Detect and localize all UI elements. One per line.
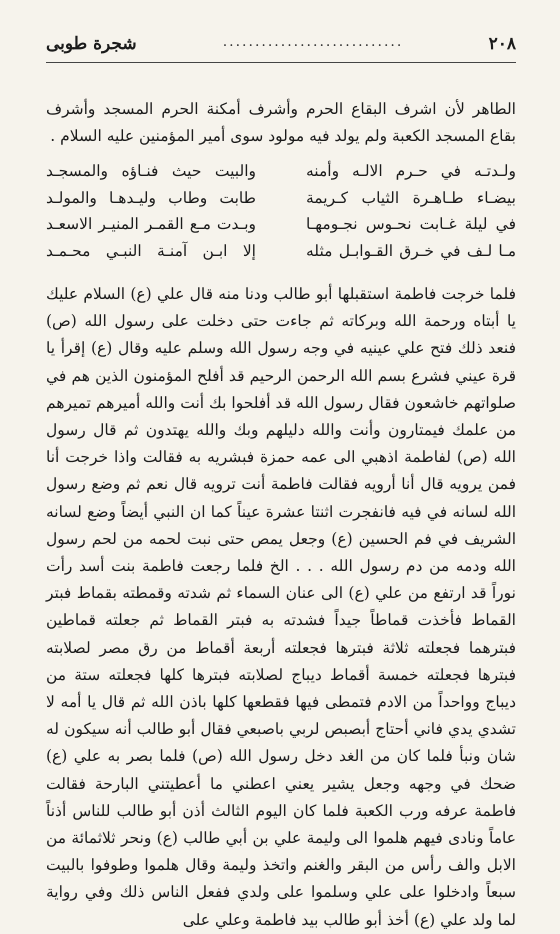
poem-verse bbox=[46, 211, 516, 238]
verse-second-hemistich: إلا ابـن آمنـة النبـي محـمـد bbox=[46, 241, 256, 260]
verse-first-hemistich: في ليلة غـابت نحـوس نجـومهـا bbox=[306, 215, 516, 233]
main-paragraph: فلما خرجت فاطمة استقبلها أبو طالب ودنا منه قال علي (ع) السلام عليك يا أبتاه ورحمة الله وبركاته ثم جاءت حتى دخلت على رسول الله (ص) فنعد ذلك فتح علي عينيه في وجه رسول الله وسلم عليه وقال (ع) إقرأ يا قرة عيني فشرع بسم الله الرحمن الرحيم قد أفلح المؤمنون الذين هم في صلواتهم خاشعون فقال رسول الله قد أفلحوا بك أنت والله أميرهم تميرهم من علمك فيمتارون وأنت والله دليلهم وبك والله يهتدون ثم قال رسول الله (ص) لفاطمة اذهبي الى عمه حمزة فبشريه به فقالت واذا خرجت أنا فمن يرويه قال أنا أرويه فقالت فاطمة أنت ترويه قال نعم ثم وضع رسول الله لسانه في فيه فانفجرت اثنتا عشرة عيناً كما ان النبي أيضاً وضع لسانه الشريف في فم الحسين (ع) وجعل يمص حتى نبت لحمه من لحم رسول الله ودمه من دم رسول الله . . . الخ فلما رجعت فاطمة بنت أسد رأت نوراً قد ارتفع من علي (ع) الى عنان السماء ثم شدته وقمطته بقماط فبتر القماط فأخذت قماطاً جيداً فشدته به فبتر القماط ثم جعلته قماطين فبترهما فجعلته ثلاثة فبترها فجعلته أربعة أقماط من رق مصر لصلابته فبترها فجعلته خمسة أقماط ديباج لصلابته فبترها كلها فجعلته ستة من ديباج وواحداً من الادم فتمطى فيها فقطعها كلها باذن الله ثم قال يا أمه لا تشدي يدي فاني أحتاج أبصبص لربي باصبعي فقال أبو طالب أنه سيكون له شان ونبأ فلما كان من الغد دخل رسول الله (ص) فلما بصر به علي (ع) ضحك في وجهه وجعل يشير يعني اعطني ما أعطيتني البارحة فقالت فاطمة عرفه ورب الكعبة فلما كان اليوم الثالث أذن أبو طالب للناس أذناً عاماً ونادى فيهم هلموا الى وليمة علي بن أبي طالب (ع) ونحر ثلاثمائة من الابل والف رأس من البقر والغنم واتخذ وليمة وقال هلموا وطوفوا بالبيت سبعاً وادخلوا على علي وسلموا على ولدي ففعل الناس ذلك وفي رواية لما ولد علي (ع) أخذ أبو طالب بيد فاطمة وعلي على bbox=[46, 285, 516, 929]
intro-paragraph: الطاهر لأن اشرف البقاع الحرم وأشرف أمكنة الحرم المسجد وأشرف بقاع المسجد الكعبة ولم يولد فيه مولود سوى أمير المؤمنين عليه السلام . bbox=[46, 100, 516, 146]
verse-first-hemistich: مـا لـف في خـرق القـوابـل مثله bbox=[306, 241, 516, 260]
verse-second-hemistich: والبيت حيث فنـاؤه والمسجـد bbox=[46, 162, 256, 180]
page-header bbox=[46, 34, 516, 60]
book-title: شجرة طوبى bbox=[46, 34, 137, 54]
verse-first-hemistich: بيضـاء طـاهـرة الثياب كـريمة bbox=[306, 188, 516, 207]
verse-second-hemistich: وبـدت مـع القمـر المنيـر الاسعـد bbox=[46, 215, 256, 233]
poem-verse bbox=[46, 185, 516, 212]
poem-verse bbox=[46, 158, 516, 185]
verse-second-hemistich: طابت وطاب وليـدهـا والمولـد bbox=[46, 188, 256, 207]
page-number: ٢٠٨ bbox=[488, 34, 516, 54]
header-rule bbox=[46, 62, 516, 63]
verse-first-hemistich: ولـدتـه في حـرم الالـه وأمنه bbox=[306, 162, 516, 180]
poem-verse bbox=[46, 238, 516, 265]
poem bbox=[46, 158, 516, 264]
header-dots: ............................ bbox=[222, 34, 404, 50]
